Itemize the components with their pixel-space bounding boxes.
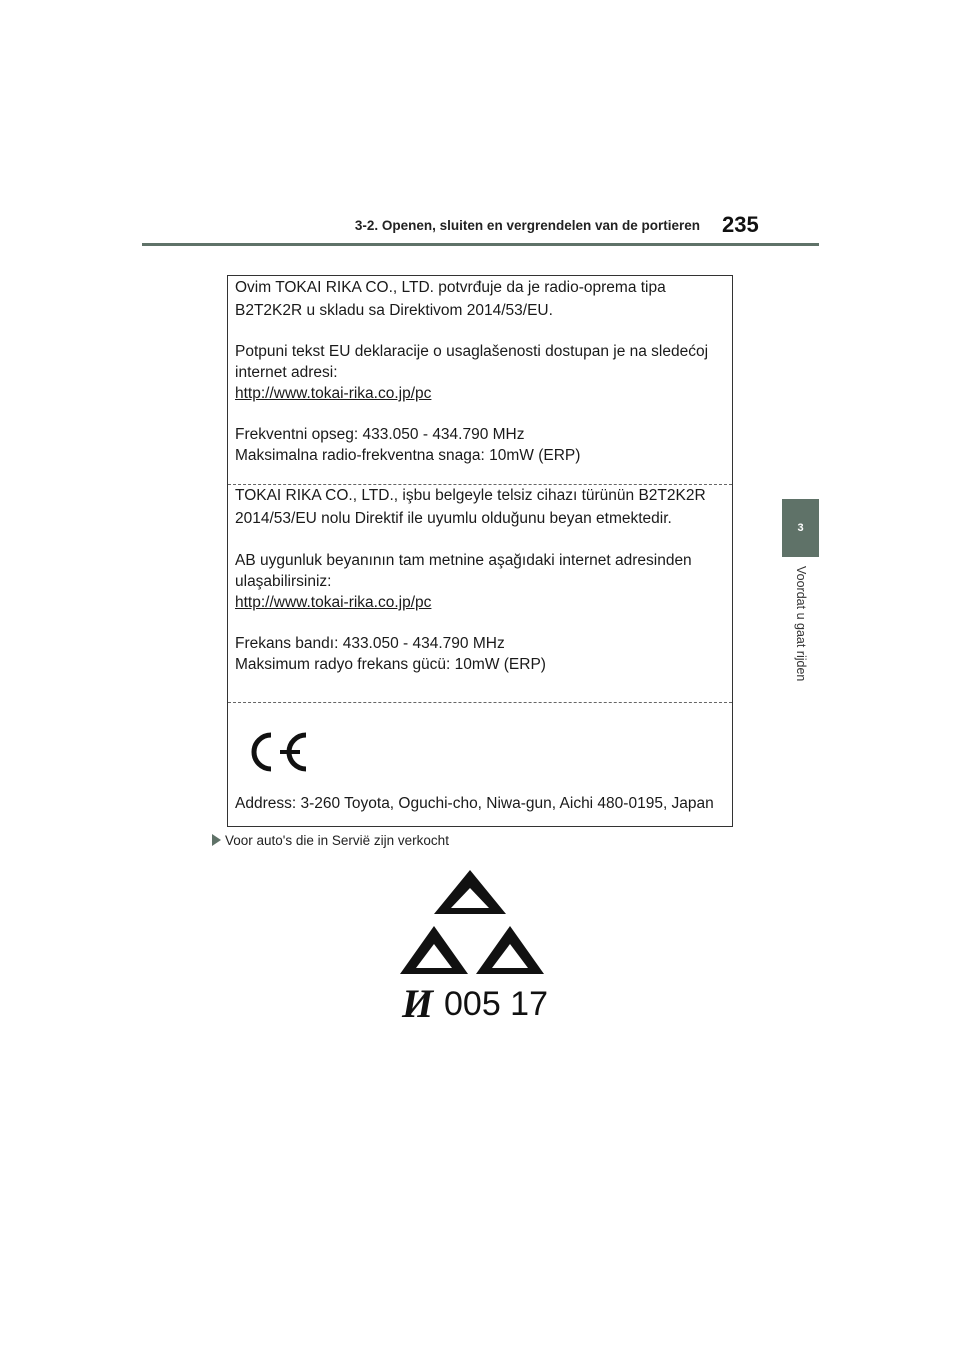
footer-section [228,705,732,826]
manufacturer-address: Address: 3-260 Toyota, Oguchi-cho, Niwa-gun, Aichi 480-0195, Japan [235,795,714,812]
turkish-url-link[interactable]: http://www.tokai-rika.co.jp/pc [235,594,432,611]
serbian-line-3: Potpuni tekst EU deklaracije o usaglašenosti dostupan je na sledećoj [235,343,709,360]
serbia-mark-code: 005 17 [444,985,548,1023]
serbian-line-2: B2T2K2R u skladu sa Direktivom 2014/53/EU. [235,302,553,319]
turkish-line-3: AB uygunluk beyanının tam metnine aşağıdaki internet adresinden [235,552,692,569]
serbian-power: Maksimalna radio-frekventna snaga: 10mW (ERP) [235,447,581,464]
serbian-line-1: Ovim TOKAI RIKA CO., LTD. potvrđuje da je radio-oprema tipa [235,279,666,296]
triangle-right-icon [212,834,221,846]
chapter-number: 3 [797,522,804,534]
turkish-frequency: Frekans bandı: 433.050 - 434.790 MHz [235,635,505,652]
serbia-certification-mark [392,862,552,1027]
turkish-line-4: ulaşabilirsiniz: [235,573,332,590]
serbian-declaration [228,276,732,485]
turkish-line-1: TOKAI RIKA CO., LTD., işbu belgeyle telsiz cihazı türünün B2T2K2R [235,487,706,504]
serbia-note [212,833,449,848]
serbia-note-text: Voor auto's die in Servië zijn verkocht [225,833,449,848]
ce-mark-icon [240,729,310,775]
chapter-label: Voordat u gaat rijden [794,566,808,682]
section-title: 3-2. Openen, sluiten en vergrendelen van de portieren [354,218,700,233]
header-rule [142,243,819,246]
serbian-line-4: internet adresi: [235,364,338,381]
page-number: 235 [722,212,759,237]
chapter-tab [782,499,819,557]
turkish-declaration [228,487,732,703]
turkish-power: Maksimum radyo frekans gücü: 10mW (ERP) [235,656,546,673]
serbian-url-link[interactable]: http://www.tokai-rika.co.jp/pc [235,385,432,402]
declaration-box [227,275,733,827]
serbian-frequency: Frekventni opseg: 433.050 - 434.790 MHz [235,426,525,443]
serbia-mark-letter: И [402,981,434,1026]
turkish-line-2: 2014/53/EU nolu Direktif ile uyumlu olduğunu beyan etmektedir. [235,510,672,527]
